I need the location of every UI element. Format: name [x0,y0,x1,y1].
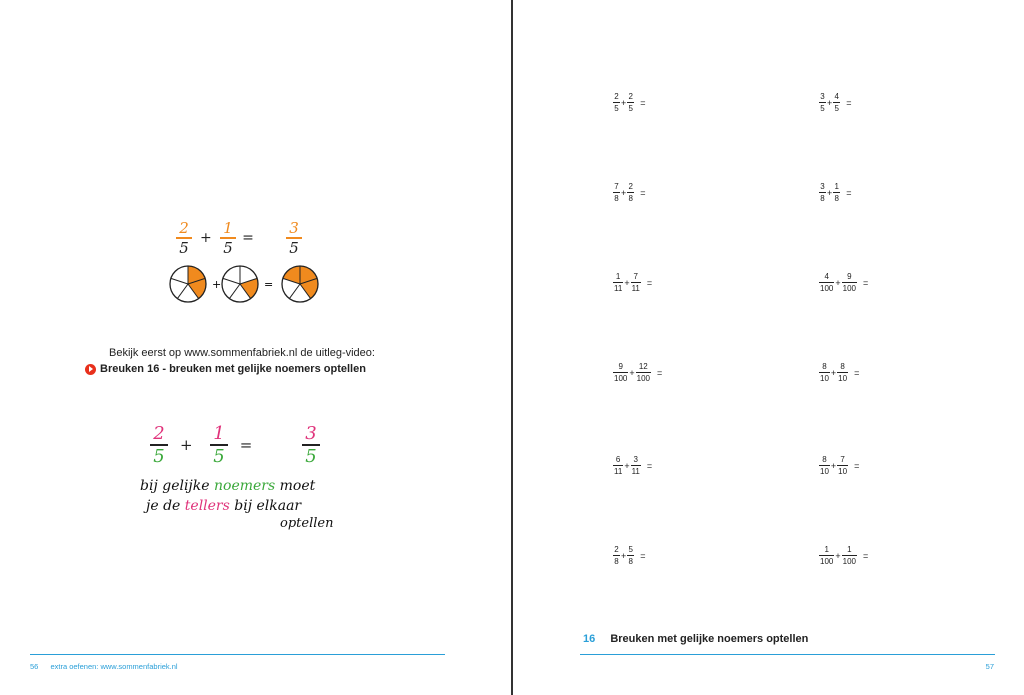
numerator: 12 [638,362,648,371]
left-page [0,0,511,695]
handwritten-explanation [140,420,350,540]
numerator: 8 [822,362,827,371]
fraction-b [833,92,840,113]
plus-sign: + [830,460,837,471]
footer-rule-left [30,654,445,655]
numerator: 9 [618,362,623,371]
denominator: 5 [614,104,619,113]
numerator: 8 [822,455,827,464]
exercise-1 [613,92,646,113]
pie-diagrams [160,264,330,308]
denominator: 100 [820,557,834,566]
exercise-5 [613,272,652,293]
numerator: 2 [614,545,619,554]
denominator: 10 [838,467,848,476]
denominator: 100 [842,557,856,566]
plus-sign: + [621,187,627,198]
plus-sign: + [827,97,833,108]
fraction-a [819,92,826,113]
fraction-a [613,545,620,566]
equals-sign: = [862,277,869,288]
fraction-illustration-top [160,218,330,308]
fraction-b [842,272,857,293]
plus-sign: + [827,187,833,198]
pie-three-fifths [282,266,318,302]
fraction-b [627,182,634,203]
numerator: 7 [840,455,845,464]
equals-sign: = [242,230,254,246]
numerator: 4 [824,272,829,281]
denominator: 100 [614,374,628,383]
footer-rule-right [580,654,995,655]
fraction-three-fifths: 3 5 [286,220,302,256]
play-icon [85,364,96,375]
plus-sign: + [200,230,212,246]
numerator: 9 [847,272,852,281]
equals-sign: = [646,277,653,288]
fraction-a [613,455,623,476]
fraction-a [819,455,830,476]
hw-equals: = [239,436,253,454]
exercise-10 [819,455,859,476]
numerator: 1 [847,545,852,554]
numerator: 2 [628,182,633,191]
fraction-b [627,545,634,566]
section-number: 16 [583,633,596,645]
pie-plus: + [212,278,222,291]
numerator: 7 [614,182,619,191]
hw-line-3: optellen [280,516,334,531]
denominator: 100 [820,284,834,293]
denominator: 8 [628,194,633,203]
numerator: 3 [820,182,825,191]
numerator: 3 [633,455,638,464]
equals-sign: = [640,97,646,108]
fraction-a [613,182,620,203]
equals-sign: = [854,460,860,471]
equals-sign: = [854,367,860,378]
fraction-b [837,455,848,476]
fraction-a [819,182,826,203]
pie-one-fifth [222,266,258,302]
exercise-11 [613,545,646,566]
fraction-a [819,272,834,293]
exercise-8 [819,362,859,383]
numerator: 1 [615,272,621,281]
fraction-b [636,362,651,383]
hw-fraction-three-fifths: 3 5 [302,424,320,466]
equals-sign: = [640,550,646,561]
hw-line-1: bij gelijke noemers moet [140,478,316,494]
hw-fraction-two-fifths: 2 5 [150,424,168,466]
numerator: 1 [834,182,839,191]
numerator: 1 [824,545,829,554]
exercise-3 [613,182,646,203]
fraction-a [613,362,628,383]
numerator: 4 [834,92,839,101]
page-number-left: 56 [30,662,39,671]
hw-line-2: je de tellers bij elkaar [146,498,302,514]
plus-sign: + [621,550,627,561]
equals-sign: = [640,187,646,198]
exercise-12 [819,545,868,566]
numerator: 2 [614,92,619,101]
equals-sign: = [846,97,852,108]
denominator: 10 [820,374,829,383]
numerator: 3 [820,92,825,101]
right-page [513,0,1024,695]
plus-sign: + [629,367,635,378]
fraction-a [613,272,623,293]
plus-sign: + [835,550,841,561]
fraction-b [842,545,857,566]
denominator: 8 [628,557,633,566]
video-link-label: Breuken 16 - breuken met gelijke noemers optellen [100,363,366,375]
equals-sign: = [646,460,653,471]
denominator: 11 [631,284,640,293]
denominator: 8 [614,557,619,566]
denominator: 11 [631,467,640,476]
denominator: 5 [834,104,839,113]
fraction-a [819,362,830,383]
exercise-6 [819,272,868,293]
denominator: 11 [614,284,623,293]
fraction-b [837,362,848,383]
fraction-a [819,545,834,566]
video-link[interactable] [85,363,366,375]
denominator: 8 [834,194,839,203]
exercise-9 [613,455,652,476]
equals-sign: = [656,367,663,378]
fraction-b [627,92,634,113]
fraction-b [833,182,840,203]
denominator: 100 [842,284,856,293]
equals-sign: = [846,187,852,198]
section-title-text: Breuken met gelijke noemers optellen [610,633,809,645]
exercise-4 [819,182,852,203]
denominator: 8 [820,194,825,203]
numerator: 8 [840,362,845,371]
numerator: 5 [628,545,633,554]
hw-fraction-one-fifth: 1 5 [210,424,228,466]
footer-website-link[interactable]: extra oefenen: www.sommenfabriek.nl [50,662,178,671]
plus-sign: + [624,460,630,471]
plus-sign: + [830,367,837,378]
numerator: 2 [628,92,633,101]
denominator: 10 [838,374,848,383]
equals-sign: = [862,550,869,561]
fraction-a [613,92,620,113]
exercise-2 [819,92,852,113]
footer-left [30,662,188,671]
hw-plus: + [180,436,193,454]
denominator: 8 [614,194,619,203]
numerator: 7 [633,272,638,281]
denominator: 10 [820,467,829,476]
fraction-one-fifth: 1 5 [220,220,236,256]
denominator: 5 [628,104,633,113]
denominator: 11 [614,467,623,476]
numerator: 6 [615,455,621,464]
plus-sign: + [835,277,841,288]
fraction-two-fifths: 2 5 [176,220,192,256]
fraction-b [631,272,641,293]
plus-sign: + [624,277,630,288]
plus-sign: + [621,97,627,108]
exercise-7 [613,362,662,383]
intro-text: Bekijk eerst op www.sommenfabriek.nl de uitleg-video: [109,347,375,359]
pie-two-fifths [170,266,206,302]
page-number-right: 57 [985,662,994,671]
denominator: 5 [820,104,825,113]
denominator: 100 [636,374,650,383]
fraction-b [631,455,641,476]
section-title [583,633,808,645]
pie-equals: = [264,278,274,291]
